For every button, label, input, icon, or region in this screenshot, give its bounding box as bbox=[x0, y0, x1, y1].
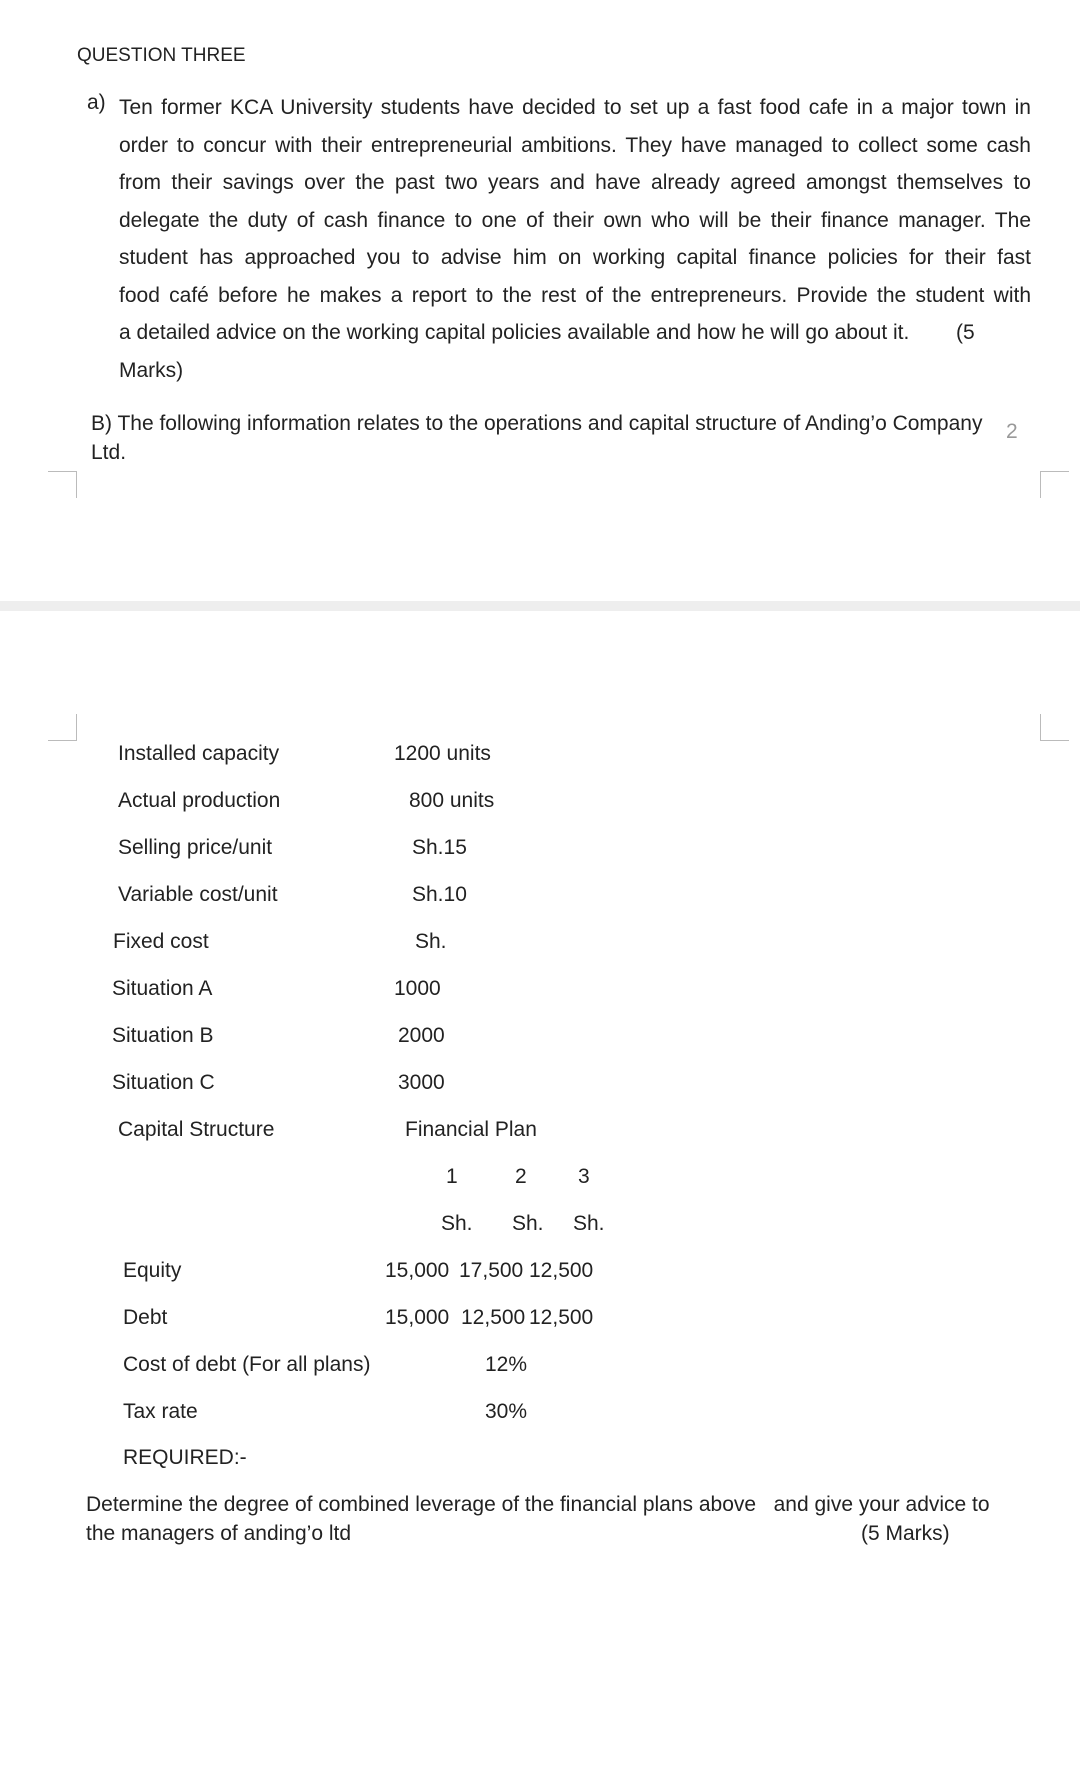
part-a-label: a) bbox=[87, 91, 106, 114]
tax-rate-label: Tax rate bbox=[123, 1400, 198, 1423]
required-text-line: the managers of anding’o ltd bbox=[86, 1522, 352, 1545]
plan-currency: Sh. bbox=[573, 1212, 605, 1235]
ops-value: 1200 units bbox=[394, 742, 491, 765]
equity-value: 15,000 bbox=[385, 1259, 450, 1282]
plan-currency: Sh. bbox=[512, 1212, 544, 1235]
ops-value: 800 units bbox=[409, 789, 495, 812]
part-a-line: a detailed advice on the working capital policies available and how he will go about it. (5 bbox=[119, 321, 975, 344]
debt-value: 12,500 bbox=[461, 1306, 526, 1329]
equity-value: 17,500 bbox=[459, 1259, 524, 1282]
situation-label: Situation A bbox=[112, 977, 213, 1000]
page-corner-mark bbox=[48, 471, 77, 498]
debt-label: Debt bbox=[123, 1306, 168, 1329]
required-marks: (5 Marks) bbox=[861, 1522, 950, 1545]
part-a-line: student has approached you to advise him on working capital finance policies for their fast bbox=[119, 246, 1031, 269]
ops-label: Installed capacity bbox=[118, 742, 280, 765]
page-corner-mark bbox=[1040, 471, 1069, 498]
situation-value: 2000 bbox=[398, 1024, 445, 1047]
tax-rate-value: 30% bbox=[485, 1400, 528, 1423]
equity-label: Equity bbox=[123, 1259, 182, 1282]
page-break-divider bbox=[0, 601, 1080, 611]
ops-label: Actual production bbox=[118, 789, 281, 812]
cost-of-debt-value: 12% bbox=[485, 1353, 528, 1376]
cost-of-debt-label: Cost of debt (For all plans) bbox=[123, 1353, 371, 1376]
ops-label: Selling price/unit bbox=[118, 836, 273, 859]
part-a-line: Marks) bbox=[119, 358, 184, 382]
debt-value: 12,500 bbox=[529, 1306, 594, 1329]
equity-value: 12,500 bbox=[529, 1259, 594, 1282]
situation-label: Situation B bbox=[112, 1024, 214, 1047]
capital-structure-label: Capital Structure bbox=[118, 1118, 275, 1141]
page-corner-mark bbox=[48, 714, 77, 741]
part-a-line: Ten former KCA University students have decided to set up a fast food cafe in a major town in bbox=[119, 96, 1031, 119]
situation-value: 3000 bbox=[398, 1071, 445, 1094]
situation-label: Situation C bbox=[112, 1071, 215, 1094]
part-a-line: food café before he makes a report to the rest of the entrepreneurs. Provide the student with bbox=[119, 283, 1031, 307]
situation-value: 1000 bbox=[394, 977, 441, 1000]
page-number: 2 bbox=[1006, 420, 1018, 443]
part-a-line: delegate the duty of cash finance to one of their own who will be their finance manager. The bbox=[119, 208, 1031, 232]
plan-number: 2 bbox=[515, 1165, 527, 1188]
part-b-intro: B) The following information relates to the operations and capital structure of Anding’o Company Ltd. bbox=[91, 412, 983, 464]
plan-currency: Sh. bbox=[441, 1212, 473, 1235]
ops-value: Sh.15 bbox=[412, 836, 467, 859]
question-heading: QUESTION THREE bbox=[77, 45, 246, 66]
ops-value: Sh.10 bbox=[412, 883, 467, 906]
plan-number: 1 bbox=[446, 1165, 458, 1188]
part-a-line: order to concur with their entrepreneurial ambitions. They have managed to collect some cash bbox=[119, 133, 1031, 157]
part-a-line: from their savings over the past two years and have already agreed amongst themselves to bbox=[119, 171, 1031, 194]
plan-number: 3 bbox=[578, 1165, 590, 1188]
page-corner-mark bbox=[1040, 714, 1069, 741]
fixed-cost-unit: Sh. bbox=[415, 930, 447, 953]
fixed-cost-label: Fixed cost bbox=[113, 930, 209, 953]
part-a-paragraph bbox=[119, 89, 1031, 389]
ops-label: Variable cost/unit bbox=[118, 883, 278, 906]
required-text-line: Determine the degree of combined leverage of the financial plans above and give your advice to bbox=[86, 1493, 990, 1516]
debt-value: 15,000 bbox=[385, 1306, 450, 1329]
financial-plan-header: Financial Plan bbox=[405, 1118, 537, 1141]
required-label: REQUIRED:- bbox=[123, 1446, 247, 1469]
